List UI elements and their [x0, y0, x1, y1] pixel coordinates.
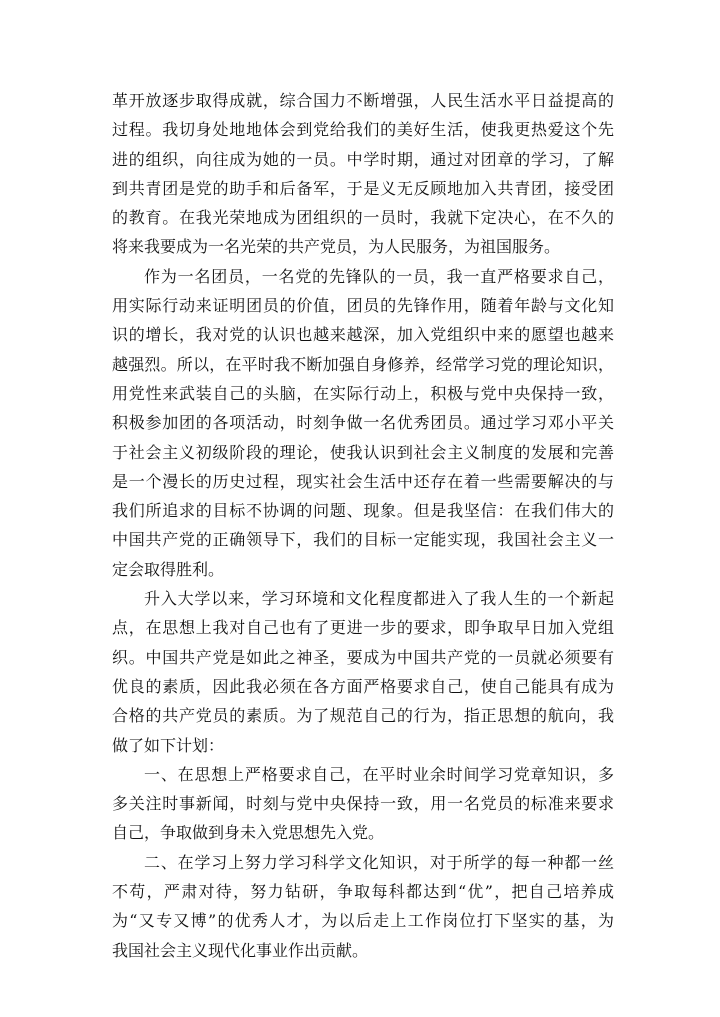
text-line: 织。中国共产党是如此之神圣，要成为中国共产党的一员就必须要有 [112, 647, 614, 667]
text-line: 积极参加团的各项活动，时刻争做一名优秀团员。通过学习邓小平关 [112, 413, 614, 433]
paragraph-3 [112, 584, 614, 760]
text-line: 是一个漫长的历史过程，现实社会生活中还存在着一些需要解决的与 [112, 471, 614, 491]
text-line: 一、在思想上严格要求自己，在平时业余时间学习党章知识，多 [144, 764, 614, 784]
text-line: 做了如下计划： [112, 735, 225, 755]
paragraph-1 [112, 86, 614, 262]
text-line: 过程。我切身处地地体会到党给我们的美好生活，使我更热爱这个先 [112, 120, 614, 140]
paragraph-2 [112, 262, 614, 584]
text-line: 优良的素质，因此我必须在各方面严格要求自己，使自己能具有成为 [112, 676, 614, 696]
text-line: 作为一名团员，一名党的先锋队的一员，我一直严格要求自己， [144, 266, 614, 286]
text-line: 升入大学以来，学习环境和文化程度都进入了我人生的一个新起 [144, 589, 614, 609]
text-line: 用党性来武装自己的头脑，在实际行动上，积极与党中央保持一致， [112, 383, 614, 403]
text-line: 越强烈。所以，在平时我不断加强自身修养，经常学习党的理论知识， [112, 354, 614, 374]
text-line: 合格的共产党员的素质。为了规范自己的行为，指正思想的航向，我 [112, 706, 614, 726]
text-line: 将来我要成为一名光荣的共产党员，为人民服务，为祖国服务。 [112, 237, 561, 257]
text-line: 定会取得胜利。 [112, 559, 225, 579]
paragraph-4 [112, 760, 614, 848]
text-line: 不苟，严肃对待，努力钻研，争取每科都达到“优”，把自己培养成 [112, 882, 614, 902]
text-line: 自己，争取做到身未入党思想先入党。 [112, 823, 385, 843]
text-line: 识的增长，我对党的认识也越来越深，加入党组织中来的愿望也越来 [112, 325, 614, 345]
paragraph-5 [112, 848, 614, 965]
text-line: 的教育。在我光荣地成为团组织的一员时，我就下定决心，在不久的 [112, 208, 614, 228]
text-line: 中国共产党的正确领导下，我们的目标一定能实现，我国社会主义一 [112, 530, 614, 550]
text-line: 到共青团是党的助手和后备军，于是义无反顾地加入共青团，接受团 [112, 178, 614, 198]
text-line: 多关注时事新闻，时刻与党中央保持一致，用一名党员的标准来要求 [112, 794, 614, 814]
text-line: 于社会主义初级阶段的理论，使我认识到社会主义制度的发展和完善 [112, 442, 614, 462]
text-line: 为“又专又博”的优秀人才，为以后走上工作岗位打下坚实的基，为 [112, 911, 614, 931]
text-line: 我们所追求的目标不协调的问题、现象。但是我坚信：在我们伟大的 [112, 501, 614, 521]
text-line: 点，在思想上我对自己也有了更进一步的要求，即争取早日加入党组 [112, 618, 614, 638]
text-line: 二、在学习上努力学习科学文化知识，对于所学的每一种都一丝 [144, 852, 614, 872]
text-line: 革开放逐步取得成就，综合国力不断增强，人民生活水平日益提高的 [112, 91, 614, 110]
text-line: 进的组织，向往成为她的一员。中学时期，通过对团章的学习，了解 [112, 149, 614, 169]
text-line: 用实际行动来证明团员的价值，团员的先锋作用，随着年龄与文化知 [112, 296, 614, 316]
document-body [112, 86, 614, 965]
text-line: 我国社会主义现代化事业作出贡献。 [112, 940, 369, 960]
